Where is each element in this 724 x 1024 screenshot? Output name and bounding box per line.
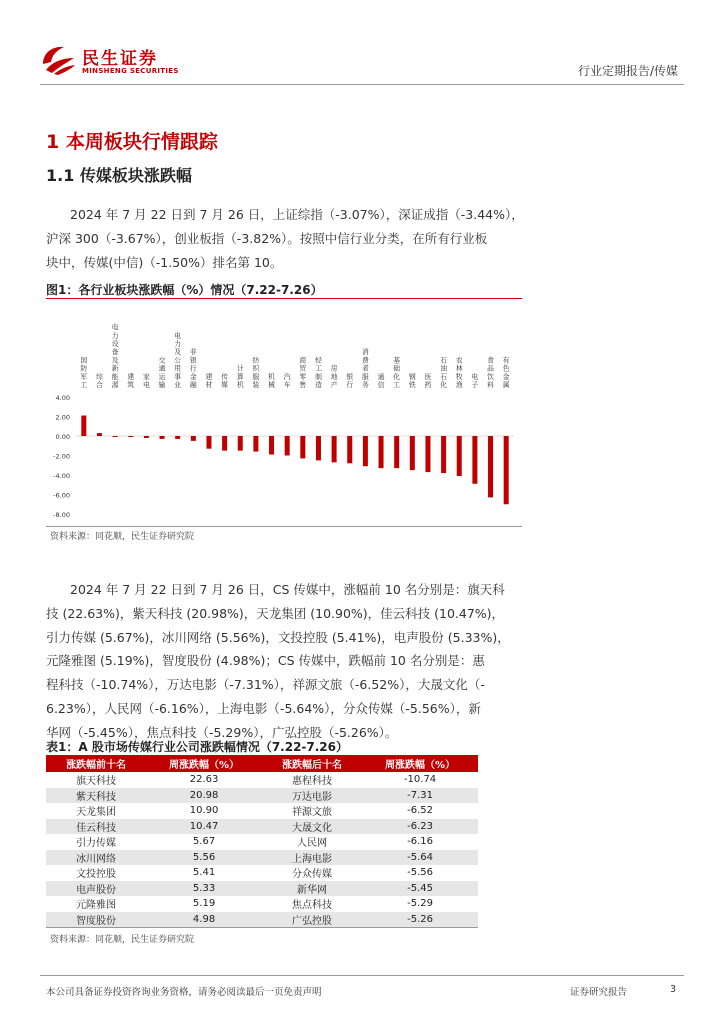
paragraph-line: 6.23%），人民网（-6.16%），上海电影（-5.64%），分众传媒（-5.56%），新	[46, 700, 481, 716]
stock-ranking-paragraph	[46, 578, 682, 745]
category-label-char: 业	[174, 381, 182, 389]
loser-name: 分众传媒	[292, 869, 333, 881]
loser-change: -6.23	[362, 819, 478, 835]
page-number: 3	[669, 984, 676, 995]
paragraph-line: 华网（-5.45%），焦点科技（-5.29%），广弘控股（-5.26%）。	[46, 724, 398, 740]
category-label-char: 金	[502, 372, 510, 381]
loser-change: -6.16	[407, 836, 433, 848]
category-label-char: 信	[377, 381, 385, 389]
industry-change-bar-chart	[46, 302, 522, 524]
header-divider	[40, 84, 684, 85]
loser-change: -6.52	[407, 805, 433, 817]
loser-name: 焦点科技	[292, 900, 333, 912]
category-label-char: 及	[174, 348, 182, 357]
loser-change: -5.26	[362, 912, 478, 928]
bar-综合	[97, 433, 102, 436]
figure-top-rule	[46, 298, 522, 299]
category-label-char: 输	[158, 381, 166, 389]
gainer-change: 20.98	[146, 788, 262, 804]
bar-基础化工	[394, 436, 399, 468]
category-label-char: 有	[502, 356, 510, 365]
category-label-char: 装	[252, 381, 260, 389]
header-bottom10-change: 周涨跌幅（%）	[362, 755, 478, 772]
bar-计算机	[238, 436, 243, 451]
bar-家电	[144, 436, 149, 438]
category-label-char: 械	[268, 381, 275, 389]
category-label-char: 工	[393, 381, 401, 389]
subsection-heading: 1.1 传媒板块涨跌幅	[46, 166, 192, 185]
category-label-char: 家	[142, 372, 150, 381]
table-source: 资料来源：同花顺，民生证券研究院	[50, 935, 195, 945]
category-label-char: 础	[393, 364, 401, 373]
bar-非银行金融	[191, 436, 196, 441]
gainer-change: 5.33	[146, 881, 262, 897]
bar-轻工制造	[316, 436, 321, 460]
category-label-char: 通	[158, 364, 166, 373]
category-label-char: 房	[330, 364, 338, 373]
bar-交通运输	[160, 436, 165, 439]
gainer-name: 佳云科技	[46, 819, 146, 835]
bar-有色金属	[504, 436, 509, 504]
gainer-change: 10.47	[146, 819, 262, 835]
gainer-name: 天龙集团	[76, 807, 117, 819]
category-label-char: 运	[158, 372, 166, 381]
category-label-char: 售	[299, 381, 307, 389]
category-label-char: 商	[299, 356, 307, 365]
category-label-char: 工	[80, 381, 88, 389]
category-label-char: 地	[330, 372, 338, 381]
gainer-change: 5.56	[146, 850, 262, 866]
loser-change: -5.29	[407, 898, 433, 910]
bar-石油石化	[441, 436, 446, 473]
category-label-char: 及	[111, 356, 119, 365]
loser-name: 广弘控股	[262, 912, 362, 928]
category-label-char: 消	[361, 348, 369, 357]
category-label-char: 零	[299, 372, 307, 381]
category-label-char: 交	[158, 356, 166, 365]
category-label-char: 建	[127, 372, 135, 381]
category-label-char: 公	[174, 356, 182, 365]
category-label-char: 车	[283, 381, 291, 389]
bar-银行	[347, 436, 352, 463]
category-label-char: 农	[455, 356, 463, 365]
y-tick-label: -6.00	[53, 491, 70, 500]
category-label-char: 服	[252, 372, 260, 381]
bar-纺织服装	[253, 436, 258, 452]
category-label-char: 化	[440, 381, 448, 389]
bar-农林牧渔	[457, 436, 462, 476]
loser-name: 人民网	[297, 838, 328, 850]
bar-钢铁	[410, 436, 415, 470]
category-label-char: 媒	[221, 381, 229, 389]
table-row	[46, 896, 478, 912]
category-label-char: 油	[440, 364, 448, 373]
category-label-char: 融	[189, 381, 197, 389]
report-type: 行业定期报告/传媒	[577, 64, 678, 78]
category-label-char: 非	[189, 348, 197, 357]
category-label-char: 军	[80, 372, 88, 381]
bar-国防军工	[81, 416, 86, 436]
y-tick-label: 4.00	[55, 394, 70, 402]
table-row	[46, 850, 478, 866]
category-label-char: 筑	[127, 381, 135, 389]
gainer-name: 紫天科技	[46, 788, 146, 804]
category-label-char: 防	[80, 364, 88, 373]
footer-disclaimer: 本公司具备证券投资咨询业务资格，请务必阅读最后一页免责声明	[46, 987, 322, 998]
category-label-char: 银	[346, 372, 354, 381]
loser-name: 万达电影	[262, 788, 362, 804]
figure-title: 图1：各行业板块涨跌幅（%）情况（7.22-7.26）	[46, 283, 323, 297]
y-tick-label: 2.00	[55, 413, 70, 422]
paragraph-line: 技 (22.63%)，紫天科技 (20.98%)，天龙集团 (10.90%)，佳云科技 (10.47%)，	[46, 605, 505, 621]
gainer-name: 冰川网络	[46, 850, 146, 866]
bar-医药	[425, 436, 430, 472]
gainer-change: 5.19	[192, 898, 216, 910]
category-label-char: 石	[440, 372, 448, 381]
category-label-char: 能	[111, 372, 119, 381]
loser-name: 新华网	[262, 881, 362, 897]
category-label-char: 基	[393, 356, 401, 365]
category-label-char: 钢	[408, 372, 416, 381]
loser-name: 惠程科技	[292, 776, 333, 788]
category-label-char: 计	[236, 364, 244, 373]
stock-change-table	[46, 755, 478, 928]
category-label-char: 新	[111, 364, 119, 373]
gainer-change: 10.90	[189, 805, 219, 817]
loser-name: 上海电影	[262, 850, 362, 866]
bar-汽车	[285, 436, 290, 456]
category-label-char: 产	[330, 381, 338, 389]
header-bottom10: 涨跌幅后十名	[262, 755, 362, 772]
paragraph-line: 引力传媒 (5.67%)，冰川网络 (5.56%)，文投控股 (5.41%)，电声股份 (5.33%)，	[46, 629, 510, 645]
bar-食品饮料	[488, 436, 493, 497]
gainer-change: 5.67	[192, 836, 216, 848]
category-label-char: 饮	[487, 372, 494, 381]
footer-divider	[40, 975, 684, 976]
loser-change: -5.45	[362, 881, 478, 897]
table-row	[46, 788, 478, 804]
category-label-char: 合	[96, 381, 103, 389]
category-label-char: 贸	[299, 364, 307, 373]
bar-电力设备及新能源	[113, 436, 118, 437]
category-label-char: 材	[205, 381, 213, 389]
loser-change: -10.74	[403, 774, 437, 786]
gainer-name: 智度股份	[46, 912, 146, 928]
paragraph-line: 元隆雅图 (5.19%)，智度股份 (4.98%)；CS 传媒中，跌幅前 10 名分别是：惠	[46, 653, 485, 669]
category-label-char: 服	[361, 372, 369, 381]
header-top10-change: 周涨跌幅（%）	[146, 755, 262, 772]
logo-text-cn: 民生证券	[82, 49, 158, 69]
category-label-char: 渔	[455, 381, 463, 389]
y-tick-label: 0.00	[55, 433, 70, 441]
category-label-char: 电	[471, 372, 479, 381]
y-tick-label: -2.00	[53, 452, 70, 461]
category-label-char: 电	[111, 323, 119, 332]
category-label-char: 机	[236, 381, 244, 389]
bar-电子	[472, 436, 477, 484]
category-label-char: 铁	[408, 381, 416, 389]
category-label-char: 医	[424, 372, 432, 381]
category-label-char: 品	[487, 364, 494, 373]
category-label-char: 食	[487, 356, 494, 365]
figure-bottom-rule	[46, 526, 522, 527]
bar-电力及公用事业	[175, 436, 180, 439]
loser-change: -7.31	[362, 788, 478, 804]
paragraph-line: 2024 年 7 月 22 日到 7 月 26 日，CS 传媒中，涨幅前 10 名分别是：旗天科	[70, 582, 505, 597]
category-label-char: 料	[487, 381, 494, 389]
category-label-char: 子	[471, 381, 479, 389]
category-label-char: 国	[80, 356, 88, 365]
category-label-char: 备	[111, 348, 119, 357]
bar-消费者服务	[363, 436, 368, 466]
category-label-char: 设	[111, 340, 119, 348]
category-label-char: 力	[111, 331, 119, 340]
table-title: 表1：A 股市场传媒行业公司涨跌幅情况（7.22-7.26）	[46, 740, 349, 754]
y-tick-label: -4.00	[53, 472, 70, 480]
header-top10: 涨跌幅前十名	[46, 755, 146, 772]
category-label-char: 用	[174, 364, 182, 373]
bar-机械	[269, 436, 274, 455]
table-row	[46, 912, 478, 928]
gainer-change: 22.63	[189, 774, 219, 786]
category-label-char: 林	[455, 364, 463, 373]
figure-source: 资料来源：同花顺，民生证券研究院	[50, 532, 195, 542]
category-label-char: 者	[361, 364, 369, 373]
gainer-name: 旗天科技	[76, 776, 117, 788]
category-label-char: 工	[315, 364, 322, 373]
category-label-char: 电	[142, 381, 150, 389]
category-label-char: 传	[221, 372, 229, 381]
category-label-char: 行	[189, 364, 197, 373]
loser-change: -5.56	[407, 867, 433, 879]
bar-建材	[206, 436, 211, 449]
category-label-char: 化	[393, 372, 401, 381]
paragraph-line: 块中，传媒(中信)（-1.50%）排名第 10。	[46, 254, 283, 270]
bar-传媒	[222, 436, 227, 451]
category-label-char: 属	[502, 381, 510, 389]
category-label-char: 轻	[315, 356, 322, 365]
category-label-char: 纺	[252, 356, 260, 365]
bar-商贸零售	[300, 436, 305, 458]
company-logo	[40, 40, 180, 80]
footer-label: 证券研究报告	[570, 987, 628, 998]
category-label-char: 织	[252, 364, 260, 373]
category-label-char: 药	[424, 381, 432, 389]
bar-建筑	[128, 436, 133, 437]
logo-text-en: MINSHENG SECURITIES	[82, 67, 179, 75]
category-label-char: 金	[189, 372, 197, 381]
table-row	[46, 881, 478, 897]
category-label-char: 源	[111, 381, 119, 389]
gainer-name: 元隆雅图	[76, 900, 117, 912]
category-label-char: 力	[174, 340, 182, 348]
category-label-char: 通	[377, 372, 385, 381]
table-row	[46, 865, 478, 881]
loser-change: -5.64	[362, 850, 478, 866]
category-label-char: 行	[346, 381, 354, 389]
gainer-change: 5.41	[192, 867, 216, 879]
category-label-char: 牧	[455, 372, 463, 381]
y-tick-label: -8.00	[53, 511, 70, 519]
gainer-change: 4.98	[146, 912, 262, 928]
table-row	[46, 834, 478, 850]
paragraph-line: 程科技（-10.74%），万达电影（-7.31%），祥源文旅（-6.52%），大晟文化（-	[46, 677, 485, 693]
category-label-char: 造	[315, 381, 322, 389]
gainer-name: 文投控股	[76, 869, 117, 881]
bar-通信	[379, 436, 384, 468]
category-label-char: 色	[502, 364, 510, 373]
category-label-char: 银	[189, 356, 197, 365]
category-label-char: 费	[361, 356, 369, 365]
category-label-char: 汽	[283, 372, 291, 381]
gainer-name: 引力传媒	[76, 838, 117, 850]
paragraph-line: 沪深 300（-3.67%），创业板指（-3.82%）。按照中信行业分类，在所有行业板	[46, 230, 488, 246]
loser-name: 祥源文旅	[292, 807, 333, 819]
minsheng-logo-icon	[40, 44, 76, 76]
category-label-char: 综	[96, 372, 103, 381]
table-row	[46, 819, 478, 835]
table-row	[46, 772, 478, 788]
loser-name: 大晟文化	[262, 819, 362, 835]
category-label-char: 电	[174, 331, 182, 340]
table-header-row	[46, 755, 478, 772]
table-row	[46, 803, 478, 819]
section-heading: 1 本周板块行情跟踪	[46, 131, 218, 153]
category-label-char: 机	[268, 372, 275, 381]
category-label-char: 建	[205, 372, 213, 381]
paragraph-line: 2024 年 7 月 22 日到 7 月 26 日，上证综指（-3.07%），深证成指（-3.44%），	[70, 207, 524, 222]
category-label-char: 事	[174, 372, 182, 381]
category-label-char: 制	[315, 372, 322, 381]
category-label-char: 石	[440, 356, 448, 365]
summary-paragraph	[46, 203, 682, 274]
category-label-char: 算	[236, 372, 244, 381]
gainer-name: 电声股份	[46, 881, 146, 897]
category-label-char: 务	[361, 381, 369, 389]
bar-房地产	[332, 436, 337, 462]
